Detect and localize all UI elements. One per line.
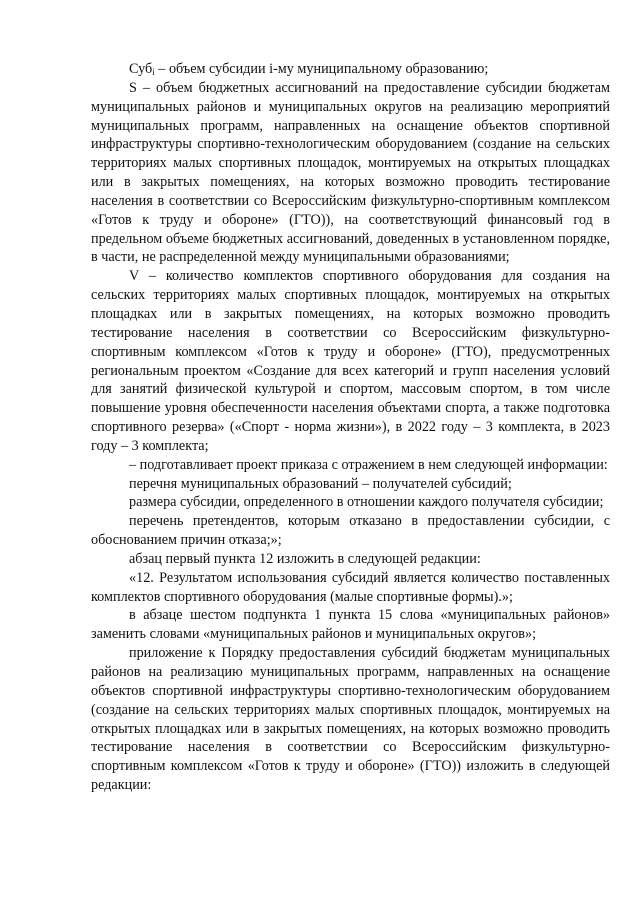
paragraph-v-definition: V – количество комплектов спортивного оборудования для создания на сельских территориях малых спортивных площадок, монтируемых на открытых площадках или в закрытых помещениях, на которых возможно проводить тестирование населения в соответствии со Всероссийским физкультурно-спортивным комплексом «Готов к труду и обороне» (ГТО), предусмотренных региональным проектом «Создание для всех категорий и групп населения условий для занятий физической культурой и спортом, массовым спортом, в том числе повышение уровня обеспеченности населения объектами спорта, а также подготовка спортивного резерва» («Спорт - норма жизни»), в 2022 году – 3 комплекта, в 2023 году – 3 комплекта;: [91, 268, 610, 454]
paragraph-clause-12-text: «12. Результатом использования субсидий является количество поставленных комплектов спортивного оборудования (малые спортивные формы).»;: [91, 569, 610, 605]
paragraph-refusal-list: перечень претендентов, которым отказано в предоставлении субсидии, с обоснованием причин отказа;»;: [91, 513, 610, 549]
paragraph-subsidy-definition: [91, 60, 610, 79]
paragraph-s-definition: S – объем бюджетных ассигнований на предоставление субсидии бюджетам муниципальных районов и муниципальных округов на реализацию мероприятий муниципальных программ, направленных на оснащение объектов спортивной инфраструктуры спортивно-технологическим оборудованием (создание на сельских территориях малых спортивных площадок, монтируемых на открытых площадках или в закрытых помещениях, на которых возможно проводить тестирование населения в соответствии со Всероссийским физкультурно-спортивным комплексом «Готов к труду и обороне» (ГТО)), на соответствующий финансовый год в предельном объеме бюджетных ассигнований, доведенных в установленном порядке, в части, не распределенной между муниципальными образованиями;: [91, 79, 610, 266]
subsidy-symbol: Суб: [129, 61, 153, 77]
subsidy-index: i: [152, 67, 155, 77]
paragraph-amend-clause-15: в абзаце шестом подпункта 1 пункта 15 слова «муниципальных районов» заменить словами «муниципальных районов и муниципальных округов»;: [91, 607, 610, 643]
paragraph-order-draft: – подготавливает проект приказа с отражением в нем следующей информации:: [129, 456, 608, 473]
document-body: [91, 60, 610, 795]
paragraph-appendix: приложение к Порядку предоставления субсидий бюджетам муниципальных районов на реализацию муниципальных программ, направленных на оснащение объектов спортивной инфраструктуры спортивно-технологическим оборудованием (создание на сельских территориях малых спортивных площадок, монтируемых на открытых площадках или в закрытых помещениях, на которых возможно проводить тестирование населения в соответствии со Всероссийским физкультурно-спортивным комплексом «Готов к труду и обороне» (ГТО)) изложить в следующей редакции:: [91, 645, 610, 794]
paragraph-amend-clause-12: абзац первый пункта 12 изложить в следующей редакции:: [129, 550, 481, 567]
paragraph-list-municipalities: перечня муниципальных образований – получателей субсидий;: [129, 475, 512, 492]
subsidy-definition-text: – объем субсидии i-му муниципальному образованию;: [154, 61, 489, 77]
paragraph-subsidy-size: размера субсидии, определенного в отношении каждого получателя субсидии;: [129, 494, 604, 511]
